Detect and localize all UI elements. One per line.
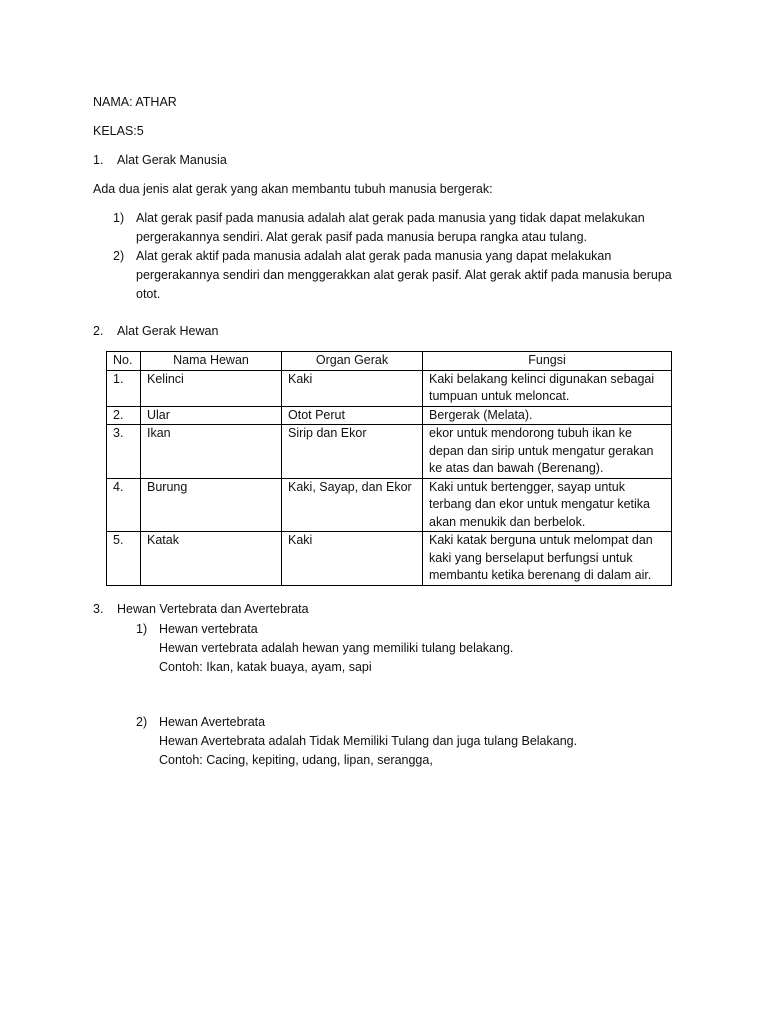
cell-no: 1. (107, 370, 141, 406)
section3-item2-title: Hewan Avertebrata (159, 715, 266, 729)
cell-nama: Burung (141, 478, 282, 532)
cell-fungsi (423, 425, 672, 479)
section1-item1-number: 1) (113, 211, 125, 225)
section1-item2-line2: pergerakannya sendiri dan menggerakkan alat gerak pasif. Alat gerak aktif pada manusia berupa (136, 268, 672, 282)
fungsi-line: Kaki katak berguna untuk melompat dan (429, 533, 653, 547)
cell-no: 5. (107, 532, 141, 586)
section1-item1-line1: Alat gerak pasif pada manusia adalah alat gerak pada manusia yang tidak dapat melakukan (136, 211, 645, 225)
cell-no: 4. (107, 478, 141, 532)
section1-number: 1. (93, 153, 104, 167)
cell-fungsi (423, 478, 672, 532)
table-row (107, 425, 672, 479)
fungsi-line: ekor untuk mendorong tubuh ikan ke (429, 426, 632, 440)
table-header-row (107, 352, 672, 371)
cell-organ: Kaki (282, 532, 423, 586)
table-row (107, 532, 672, 586)
section3-title: Hewan Vertebrata dan Avertebrata (117, 602, 309, 616)
cell-no: 2. (107, 406, 141, 425)
fungsi-line: depan dan sirip untuk mengatur gerakan (429, 443, 654, 458)
header-no: No. (107, 352, 141, 371)
table-row (107, 370, 672, 406)
cell-fungsi (423, 532, 672, 586)
section2-title: Alat Gerak Hewan (117, 324, 219, 338)
fungsi-line: ke atas dan bawah (Berenang). (429, 461, 604, 475)
fungsi-line: tumpuan untuk meloncat. (429, 389, 570, 403)
fungsi-line: membantu ketika berenang di dalam air. (429, 568, 652, 582)
cell-no: 3. (107, 425, 141, 479)
cell-nama: Kelinci (141, 370, 282, 406)
fungsi-line: Kaki belakang kelinci digunakan sebagai (429, 371, 655, 386)
section3-item2-definition: Hewan Avertebrata adalah Tidak Memiliki Tulang dan juga tulang Belakang. (159, 734, 578, 748)
section3-item1-example: Contoh: Ikan, katak buaya, ayam, sapi (159, 660, 372, 674)
student-name: NAMA: ATHAR (93, 95, 177, 109)
header-organ-gerak: Organ Gerak (282, 352, 423, 371)
fungsi-line: Kaki untuk bertengger, sayap untuk (429, 479, 625, 494)
animal-locomotion-table (106, 351, 672, 586)
cell-fungsi (423, 370, 672, 406)
section3-item2-number: 2) (136, 715, 148, 729)
section1-intro: Ada dua jenis alat gerak yang akan membantu tubuh manusia bergerak: (93, 182, 493, 196)
section3-item2-example: Contoh: Cacing, kepiting, udang, lipan, serangga, (159, 753, 433, 767)
section3-item1-number: 1) (136, 622, 148, 636)
student-class: KELAS:5 (93, 124, 144, 138)
cell-organ: Sirip dan Ekor (282, 425, 423, 479)
section1-item1-line2: pergerakannya sendiri. Alat gerak pasif pada manusia berupa rangka atau tulang. (136, 230, 587, 244)
header-nama-hewan: Nama Hewan (141, 352, 282, 371)
section2-number: 2. (93, 324, 104, 338)
section1-item2-line1: Alat gerak aktif pada manusia adalah alat gerak pada manusia yang dapat melakukan (136, 249, 612, 263)
section3-number: 3. (93, 602, 104, 616)
fungsi-line: akan menukik dan berbelok. (429, 514, 586, 529)
fungsi-line: Bergerak (Melata). (429, 407, 533, 422)
section3-item1-title: Hewan vertebrata (159, 622, 258, 636)
table-row (107, 406, 672, 425)
fungsi-line: kaki yang berselaput berfungsi untuk (429, 550, 633, 565)
section3-item1-definition: Hewan vertebrata adalah hewan yang memiliki tulang belakang. (159, 641, 514, 655)
cell-organ: Kaki, Sayap, dan Ekor (282, 478, 423, 532)
cell-nama: Ular (141, 406, 282, 425)
cell-nama: Katak (141, 532, 282, 586)
cell-fungsi (423, 406, 672, 425)
section1-title: Alat Gerak Manusia (117, 153, 227, 167)
section1-item2-line3: otot. (136, 287, 161, 301)
cell-nama: Ikan (141, 425, 282, 479)
header-fungsi: Fungsi (423, 352, 672, 371)
cell-organ: Kaki (282, 370, 423, 406)
fungsi-line: terbang dan ekor untuk mengatur ketika (429, 497, 650, 511)
table-row (107, 478, 672, 532)
cell-organ: Otot Perut (282, 406, 423, 425)
section1-item2-number: 2) (113, 249, 125, 263)
